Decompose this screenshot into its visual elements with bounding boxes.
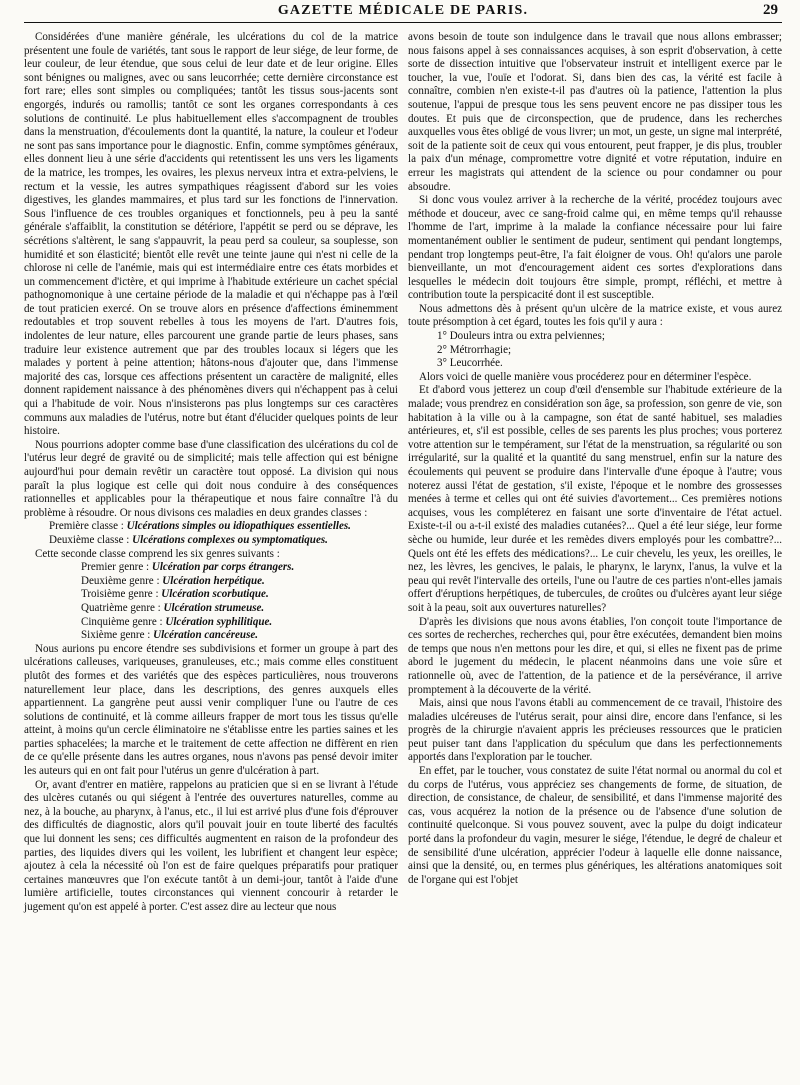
paragraph: Cette seconde classe comprend les six genres suivants : (35, 547, 280, 560)
genre-label: Deuxième genre : (81, 574, 160, 587)
genre-text: Ulcération scorbutique. (161, 588, 269, 601)
genre-label: Cinquième genre : (81, 615, 163, 628)
classe-label: Première classe : (49, 520, 124, 533)
paragraph: avons besoin de toute son indulgence dans le travail que nous allons embrasser; nous faisons appel à ses connaissances acquises, à son esprit d'observation, à cette sorte de dissection intuitive que l'observateur instruit et intelligent exerce par le toucher, la vue, l'ouïe et l'odorat. Si, dans bien des cas, la vérité est facile à connaître, combien n'en existe-t-il pas d'autres où la patience, l'attention la plus soutenue, l'appui de presque tous les sens peuvent encore ne pas dissiper tous les doutes. Et puis que de circonspection, que de prudence, dans les recherches auxquelles vous êtes obligé de vous livrer; un mot, un geste, un signe mal interprété, soit de la patiente soit de ceux qui vous entourent, peut frapper, je dis plus, troubler la paix d'un ménage, compromettre votre dignité et votre réputation, induire en erreur les magistrats qui attendent de la science ou pour condamner ou pour absoudre. (408, 31, 782, 193)
paragraph: Nous pourrions adopter comme base d'une classification des ulcérations du col de l'utérus leur degré de gravité ou de simplicité; mais telle affection qui est bénigne aujourd'hui pour demain revêtir un caractère tout opposé. La division qui nous paraît la plus logique est celle qui doit nous conduire à des conséquences rationnelles et applicables pour la thérapeutique et nous faire connaître l'à du problème à résoudre. Or nous divisons ces maladies en deux grandes classes : (24, 438, 398, 519)
classe-text: Ulcérations complexes ou symptomatiques. (132, 533, 328, 546)
paragraph: D'après les divisions que nous avons établies, l'on conçoit toute l'importance de ces sortes de recherches, recherches qui, pour être exécutées, demandent bien moins de temps que nous n'en mettons pour les dire, et qui, si elles ne fixent pas de prime abord le jugement du médecin, le placent néanmoins dans une voie sûre et rationnelle où, avec de l'attention, de la patience et de la persévérance, il arrive promptement à la découverte de la vérité. (408, 615, 782, 696)
genre-text: Ulcération syphilitique. (165, 615, 273, 628)
list-item: 2° Métrorrhagie; (437, 343, 512, 356)
list-item: 1° Douleurs intra ou extra pelviennes; (437, 330, 605, 343)
paragraph: Nous aurions pu encore étendre ses subdivisions et former un groupe à part des ulcérations calleuses, variqueuses, granuleuses, etc.; mais comme elles constituent plutôt des formes et des variétés que des espèces particulières, nous trouverons naturellement leur place, dans les descriptions, des genres auxquels elles appartiennent. La gangrène peut aussi venir compliquer l'une ou l'autre de ces solutions de continuité, et là comme ailleurs frapper de mort tous les tissus qu'elle atteint, à moins qu'un cercle éliminatoire ne s'établisse entre les parties saines et les parties sphacelées; la marche et le traitement de cette affection ne diffèrent en rien de ce qu'elle présente dans les autres organes, nous n'avons pas pensé devoir imiter les auteurs qui en ont fait pour l'utérus un genre d'ulcération à part. (24, 642, 398, 778)
paragraph: Considérées d'une manière générale, les ulcérations du col de la matrice présentent une foule de variétés, tant sous le rapport de leur siége, de leur forme, de leur couleur, de leur étendue, que sous celui de leur date et de leur origine. Elles sont bénignes ou malignes, avec ou sans leucorrhée; cette dernière circonstance est fort rare; elles sont simples ou compliquées; tantôt les tissus sous-jacents sont engorgés, indurés ou ramollis; tantôt ce sont les organes correspondants à ces solutions de continuité. Le plus habituellement elles s'accompagnent de troubles dans la menstruation, d'écoulements dont la quantité, la nature, la couleur et l'odeur ne sont pas sans importance pour le diagnostic. Enfin, comme symptômes généraux, elles donnent lieu à une série d'accidents qui retentissent les uns vers les ligaments de la matrice, les trompes, les ovaires, les plexus nerveux intra et extra-pelviens, le rectum et la vessie, les autres sympathiques réagissent d'abord sur les voies digestives, les glandes mammaires, et plus tard sur les fonctions de l'innervation. Sous l'influence de ces troubles organiques et fonctionnels, peu à peu la santé générale s'affaiblit, la constitution se détériore, l'appétit se perd ou se déprave, les sécrétions s'altèrent, le sang s'appauvrit, la peau perd sa couleur, sa souplesse, son humidité et son élasticité; bientôt elle revêt une teinte jaune qui n'est ni celle de la chlorose ni celle de l'anémie, mais qui est intermédiaire entre ces états morbides et un commencement d'ictère, et qui imprime à l'habitude extérieure un cachet spécial pathognomonique à une certaine période de la maladie et qui n'échappe pas à l'œil de tout praticien exercé. On se trouve alors en présence d'affections éminemment redoutables et trop souvent rebelles à tous les moyens de l'art. D'autres fois, indolentes de leur nature, elles parcourent une grande partie de leurs phases, sans traduire leur existence autrement que par des troubles locaux si légers que les malades y portent à peine attention; hâtons-nous d'ajouter que, dans l'immense majorité des cas, lorsque ces affections présentent un caractère de malignité, elles donnent rapidement naissance à des phénomènes divers qui n'échappent pas à celui qui a l'habitude de voir. Nous n'insisterons pas plus longtemps sur ces caractères communs aux maladies de l'utérus, notre but étant d'élucider quelques points de leur histoire. (24, 31, 398, 438)
classe-line (24, 520, 398, 534)
genre-label: Sixième genre : (81, 629, 151, 642)
genre-label: Premier genre : (81, 561, 150, 574)
paragraph: Mais, ainsi que nous l'avons établi au commencement de ce travail, l'histoire des maladies ulcéreuses de l'utérus serait, pour ainsi dire, encore dans l'enfance, si les progrès de la chirurgie n'avaient appris les précieuses ressources que le praticien peut puiser tant dans l'application du spéculum que dans les perfectionnements apportés dans l'exploration par le toucher. (408, 697, 782, 764)
genre-line (24, 588, 398, 602)
right-column (408, 31, 782, 915)
genre-label: Troisième genre : (81, 588, 159, 601)
classe-label: Deuxième classe : (49, 533, 130, 546)
genre-text: Ulcération par corps étrangers. (151, 561, 295, 574)
paragraph: En effet, par le toucher, vous constatez de suite l'état normal ou anormal du col et du corps de l'utérus, vous appréciez ses changements de forme, de situation, de direction, de consistance, de chaleur, de sensibilité, et dans l'immense majorité des cas, vous acquérez la notion de la présence ou de l'absence d'une solution de continuité quelconque. Si vous pouvez souvent, avec la pulpe du doigt indicateur porté dans la profondeur du vagin, mesurer le siége, l'étendue, le degré de chaleur et de sensibilité d'une ulcération, apprécier l'odeur à laquelle elle donne naissance, ainsi que la densité, ou, en termes plus génériques, les altérations anatomiques soit de l'organe qui est l'objet (408, 765, 782, 886)
journal-title: GAZETTE MÉDICALE DE PARIS. (277, 3, 529, 18)
genre-line (24, 575, 398, 589)
paragraph: Alors voici de quelle manière vous procéderez pour en déterminer l'espèce. (419, 370, 752, 383)
paragraph: Et d'abord vous jetterez un coup d'œil d'ensemble sur l'habitude extérieure de la malade; vous prendrez en considération son âge, sa profession, son genre de vie, son habitation à la ville ou à la campagne, son état de santé habituel, ses maladies antérieures, et, s'il est possible, celles de ses parents les plus proches; vous porterez votre attention sur le tempérament, sur l'état de la menstruation, sa régularité ou son irrégularité, sur la qualité et la quantité du sang menstruel, enfin sur la nature des écoulements qui peuvent se produire dans l'intervalle d'une époque à l'autre; vous noterez aussi l'état de gestation, s'il existe, l'époque et le nombre des grossesses menées à terme et celles qui ont été suivies d'avortement... Ces premières notions acquises, vous les compléterez en faisant une sorte d'inventaire de l'état actuel. Existe-t-il ou a-t-il existé des maladies cutanées?... Quel a été leur siége, leur forme sèche ou humide, leur durée et les remèdes divers employés pour les combattre?... Quels ont été les effets des médications?... Le cuir chevelu, les yeux, les oreilles, le nez, les lèvres, les gencives, le palais, le pharynx, le larynx, l'anus, la vulve et la peau qui revêt l'intervalle des orteils, l'une ou l'autre de ces parties n'ont-elles jamais offert d'éruptions herpétiques, de tubercules, de croûtes ou d'ulcères ayant leur siége soit à la peau, soit aux ouvertures naturelles? (408, 384, 782, 614)
genre-label: Quatrième genre : (81, 601, 161, 614)
classe-text: Ulcérations simples ou idiopathiques essentielles. (126, 520, 351, 533)
genre-line (24, 602, 398, 616)
genre-text: Ulcération cancéreuse. (153, 629, 259, 642)
genre-line (24, 561, 398, 575)
genre-line (24, 629, 398, 643)
genre-line (24, 616, 398, 630)
genre-text: Ulcération herpétique. (162, 574, 265, 587)
text-columns (24, 31, 782, 915)
classe-line (24, 534, 398, 548)
paragraph: Si donc vous voulez arriver à la recherche de la vérité, procédez toujours avec méthode et douceur, avec ce sang-froid calme qui, en même temps qu'il rehausse l'homme de l'art, imprime à la malade la confiance nécessaire pour lui faire momentanément oublier le sentiment de pudeur, sentiment qui pendant longtemps, pendant trop longtemps peut-être, l'a fait éloigner de vous. Oh! qu'alors une parole bienveillante, un mot d'encouragement aident ces sortes d'explorations dans lesquelles le médecin doit toujours être simple, prompt, réfléchi, et mettre à contribution toute la perspicacité dont il est susceptible. (408, 194, 782, 302)
paragraph: Or, avant d'entrer en matière, rappelons au praticien que si en se livrant à l'étude des ulcères cutanés ou qui siégent à l'entrée des ouvertures naturelles, comme au nez, à la bouche, au pharynx, à l'anus, etc., il lui est arrivé plus d'une fois d'éprouver des difficultés de diagnostic, alors qu'il pouvait jouir en toute liberté des facultés que lui donnent les sens; ces difficultés augmentent en raison de la profondeur des parties, des liquides divers qui les voilent, les lubrifient et changent leur espèce; ajoutez à cela la nécessité où l'on est de faire quelques préparatifs pour pratiquer certaines manœuvres que l'on exécute tantôt à un demi-jour, tantôt à l'aide d'une lumière artificielle, toutes circonstances qui viennent concourir à retarder le jugement qu'on est appelé à porter. C'est assez dire au lecteur que nous (24, 778, 398, 913)
genre-text: Ulcération strumeuse. (163, 601, 265, 614)
list-item: 3° Leucorrhée. (437, 357, 503, 370)
page-number: 29 (763, 2, 778, 18)
page-header (24, 0, 782, 23)
paragraph: Nous admettons dès à présent qu'un ulcère de la matrice existe, et vous aurez toute présomption à cet égard, toutes les fois qu'il y aura : (408, 302, 782, 329)
left-column (24, 31, 398, 915)
